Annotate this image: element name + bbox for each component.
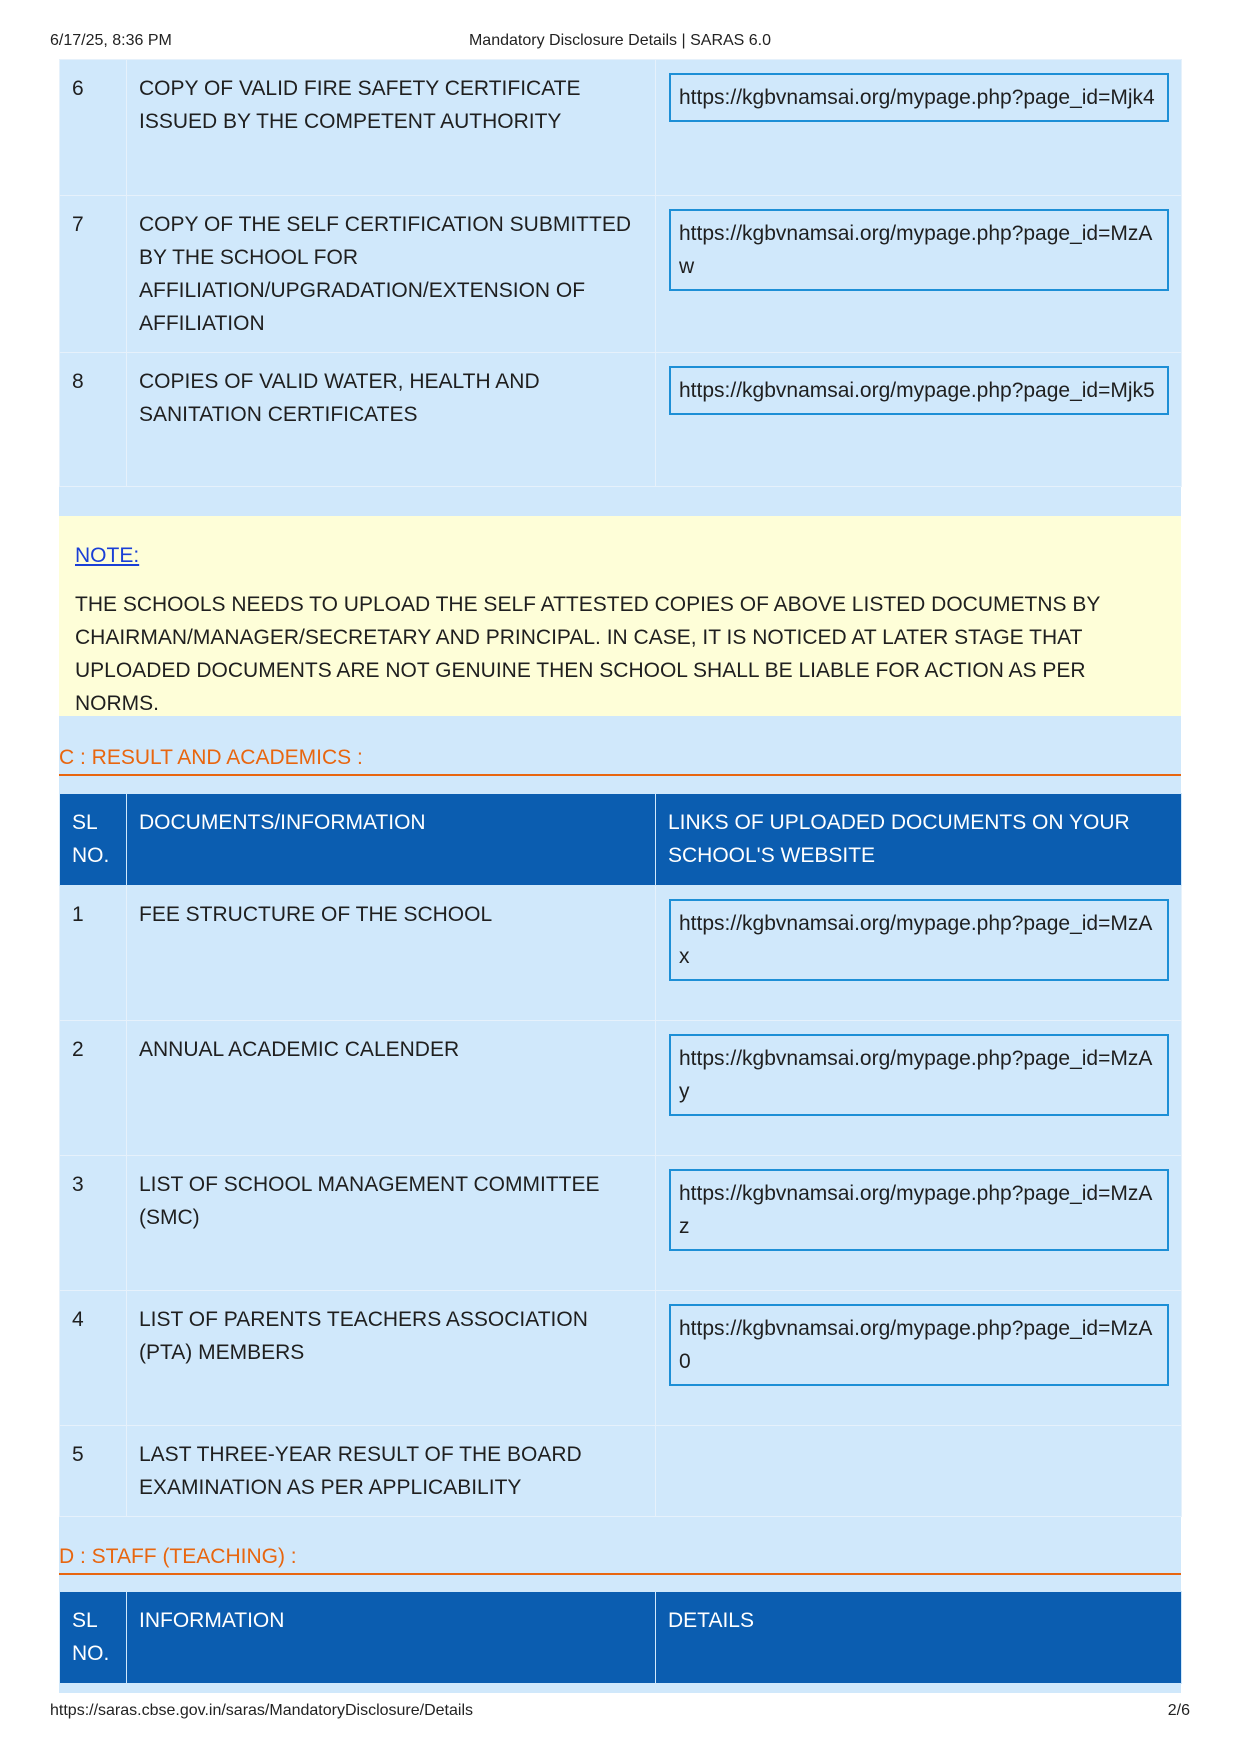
section-d-table [59, 1591, 1182, 1684]
disclosure-content [59, 59, 1181, 1693]
print-page-title: Mandatory Disclosure Details | SARAS 6.0 [468, 32, 772, 49]
table-row [60, 1426, 1182, 1517]
document-name: LIST OF SCHOOL MANAGEMENT COMMITTEE (SMC) [127, 1156, 656, 1291]
sl-no: 1 [60, 886, 127, 1021]
document-link[interactable]: https://kgbvnamsai.org/mypage.php?page_id=MzAy [669, 1034, 1169, 1116]
document-link[interactable]: https://kgbvnamsai.org/mypage.php?page_id=MzAx [669, 899, 1169, 981]
print-header [0, 30, 1240, 52]
note-box [59, 516, 1181, 716]
sl-no: 8 [60, 353, 127, 487]
document-name: LIST OF PARENTS TEACHERS ASSOCIATION (PTA) MEMBERS [127, 1291, 656, 1426]
document-link[interactable]: https://kgbvnamsai.org/mypage.php?page_id=Mjk4 [669, 73, 1169, 122]
sl-no: 5 [60, 1426, 127, 1517]
table-row [60, 60, 1182, 196]
sl-no: 2 [60, 1021, 127, 1156]
column-header-information: INFORMATION [127, 1592, 656, 1684]
table-row [60, 1291, 1182, 1426]
print-timestamp: 6/17/25, 8:36 PM [50, 32, 172, 49]
section-c-table [59, 793, 1182, 1517]
document-name: COPIES OF VALID WATER, HEALTH AND SANITATION CERTIFICATES [127, 353, 656, 487]
section-d-title: D : STAFF (TEACHING) : [59, 1545, 1181, 1575]
section-b-table [59, 59, 1182, 487]
table-row [60, 886, 1182, 1021]
table-row [60, 196, 1182, 353]
document-name: COPY OF VALID FIRE SAFETY CERTIFICATE ISSUED BY THE COMPETENT AUTHORITY [127, 60, 656, 196]
sl-no: 4 [60, 1291, 127, 1426]
sl-no: 6 [60, 60, 127, 196]
note-title-link[interactable]: NOTE: [75, 544, 140, 567]
sl-no: 7 [60, 196, 127, 353]
column-header-sl-no: SL NO. [60, 1592, 127, 1684]
table-row [60, 353, 1182, 487]
document-name: LAST THREE-YEAR RESULT OF THE BOARD EXAMINATION AS PER APPLICABILITY [127, 1426, 656, 1517]
column-header-links: LINKS OF UPLOADED DOCUMENTS ON YOUR SCHOOL'S WEBSITE [656, 794, 1182, 886]
document-name: FEE STRUCTURE OF THE SCHOOL [127, 886, 656, 1021]
document-name: ANNUAL ACADEMIC CALENDER [127, 1021, 656, 1156]
document-link[interactable]: https://kgbvnamsai.org/mypage.php?page_id=MzA0 [669, 1304, 1169, 1386]
table-header-row [60, 1592, 1182, 1684]
column-header-details: DETAILS [656, 1592, 1182, 1684]
table-row [60, 1156, 1182, 1291]
sl-no: 3 [60, 1156, 127, 1291]
print-page-number: 2/6 [1167, 1702, 1190, 1719]
print-source-url: https://saras.cbse.gov.in/saras/MandatoryDisclosure/Details [50, 1702, 473, 1719]
section-c-title: C : RESULT AND ACADEMICS : [59, 746, 1181, 776]
document-name: COPY OF THE SELF CERTIFICATION SUBMITTED BY THE SCHOOL FOR AFFILIATION/UPGRADATION/EXTENSION OF AFFILIATION [127, 196, 656, 353]
document-link[interactable]: https://kgbvnamsai.org/mypage.php?page_id=MzAz [669, 1169, 1169, 1251]
document-link[interactable]: https://kgbvnamsai.org/mypage.php?page_id=MzAw [669, 209, 1169, 291]
column-header-documents: DOCUMENTS/INFORMATION [127, 794, 656, 886]
column-header-sl-no: SL NO. [60, 794, 127, 886]
note-body: THE SCHOOLS NEEDS TO UPLOAD THE SELF ATTESTED COPIES OF ABOVE LISTED DOCUMETNS BY CHAIRMAN/MANAGER/SECRETARY AND PRINCIPAL. IN CASE, IT IS NOTICED AT LATER STAGE THAT UPLOADED DOCUMENTS ARE NOT GENUINE THEN SCHOOL SHALL BE LIABLE FOR ACTION AS PER NORMS. [75, 593, 1100, 715]
document-link-empty [656, 1426, 1182, 1517]
table-row [60, 1021, 1182, 1156]
document-link[interactable]: https://kgbvnamsai.org/mypage.php?page_id=Mjk5 [669, 366, 1169, 415]
table-header-row [60, 794, 1182, 886]
